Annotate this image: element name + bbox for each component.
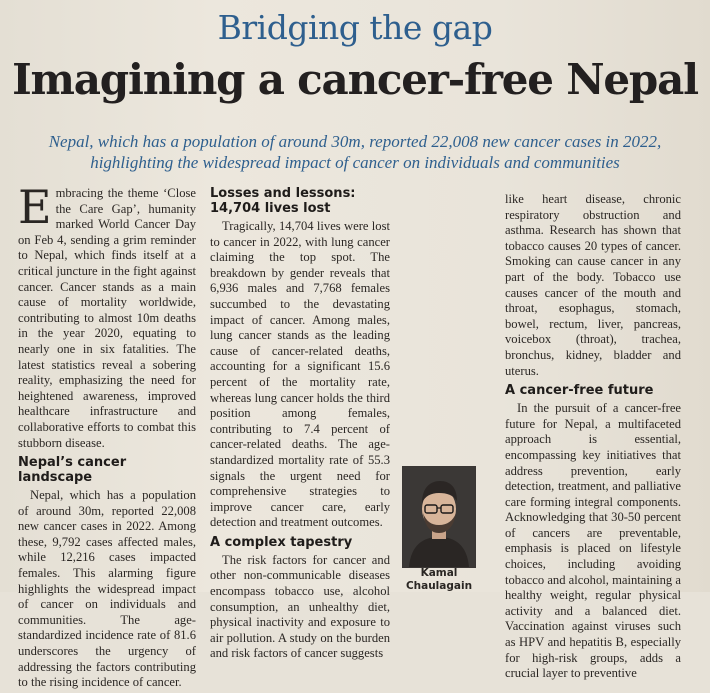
- future-paragraph: In the pursuit of a cancer-free future for Nepal, a multifaceted approach is essential, encompassing key initiatives that address prevention, early detection, treatment, and palliative care forming integral components. Acknowledging that 30-50 percent of cancers are preventable, emphasis is placed on lifestyle choices, including avoiding tobacco and alcohol, maintaining a healthy weight, regular physical activity and a balanced diet. Vaccination against viruses such as HPV and hepatitis B, especially for high-risk groups, adds a crucial layer to preventive: [505, 401, 681, 681]
- losses-paragraph: Tragically, 14,704 lives were lost to cancer in 2022, with lung cancer claiming the top spot. The breakdown by gender reveals that 6,936 males and 7,768 females succumbed to the devastating impact of cancer. Among males, lung cancer stands as the leading cause of cancer-related deaths, accounting for a significant 15.6 percent of the mortality rate, whereas lung cancer holds the third position among females, contributing to 7.4 percent of cancer-related deaths. The age-standardized mortality rate of 55.3 signals the urgent need for comprehensive strategies to improve cancer care, early detection and treatment outcomes.: [210, 219, 390, 530]
- column-3: [505, 192, 681, 684]
- drop-cap: E: [18, 180, 52, 234]
- article-kicker: Bridging the gap: [217, 8, 493, 47]
- standfirst-line-1: Nepal, which has a population of around 30m, reported 22,008 new cancer cases in 2022,: [48, 132, 662, 151]
- tapestry-paragraph: The risk factors for cancer and other non-communicable diseases encompass tobacco use, alcohol consumption, an unhealthy diet, physical inactivity and exposure to air pollution. A study on the burden and risk factors of cancer suggests: [210, 552, 390, 661]
- section-heading-future: A cancer-free future: [505, 383, 654, 399]
- section-heading-landscape: Nepal’s cancer landscape: [18, 455, 127, 486]
- column-1: [18, 180, 196, 693]
- author-photo: [402, 466, 476, 568]
- article-standfirst: [20, 131, 690, 173]
- intro-text: mbracing the theme ‘Close the Care Gap’, humanity marked World Cancer Day on Feb 4, sending a grim reminder to Nepal, which finds itself at a critical juncture in the fight against cancer. Cancer stands as a main cause of mortality worldwide, contributing to almost 10m deaths in the year 2020, equating to nearly one in six fatalities. The latest statistics reveal a sobering reality, emphasizing the need for heightened awareness, improved healthcare infrastructure and collaborative efforts to combat this stubborn disease.: [18, 186, 196, 450]
- section-heading-losses: Losses and lessons: 14,704 lives lost: [210, 186, 356, 216]
- author-portrait-icon: [403, 467, 475, 567]
- section-heading-tapestry: A complex tapestry: [210, 534, 353, 550]
- column-2: [210, 186, 390, 664]
- intro-paragraph: [18, 180, 196, 451]
- article-headline: Imagining a cancer-free Nepal: [12, 55, 698, 104]
- standfirst-line-2: highlighting the widespread impact of cancer on individuals and communities: [90, 153, 620, 172]
- landscape-paragraph: Nepal, which has a population of around 30m, reported 22,008 new cancer cases in 2022. Among these, 9,792 cases affected males, while 12,216 cases impacted females. This alarming figure highlights the widespread impact of cancer on individuals and communities. The age-standardized incidence rate of 81.6 underscores the urgency of addressing the factors contributing to the rising incidence of cancer.: [18, 488, 196, 690]
- author-name: Kamal Chaulagain: [405, 567, 473, 592]
- tobacco-paragraph: like heart disease, chronic respiratory obstruction and asthma. Research has shown that tobacco causes 20 types of cancer. Smoking can cause cancer in any part of the body. Tobacco use causes cancer of the mouth and throat, esophagus, stomach, bowel, rectum, liver, pancreas, voicebox (throat), trachea, bronchus, kidney, bladder and uterus.: [505, 192, 681, 378]
